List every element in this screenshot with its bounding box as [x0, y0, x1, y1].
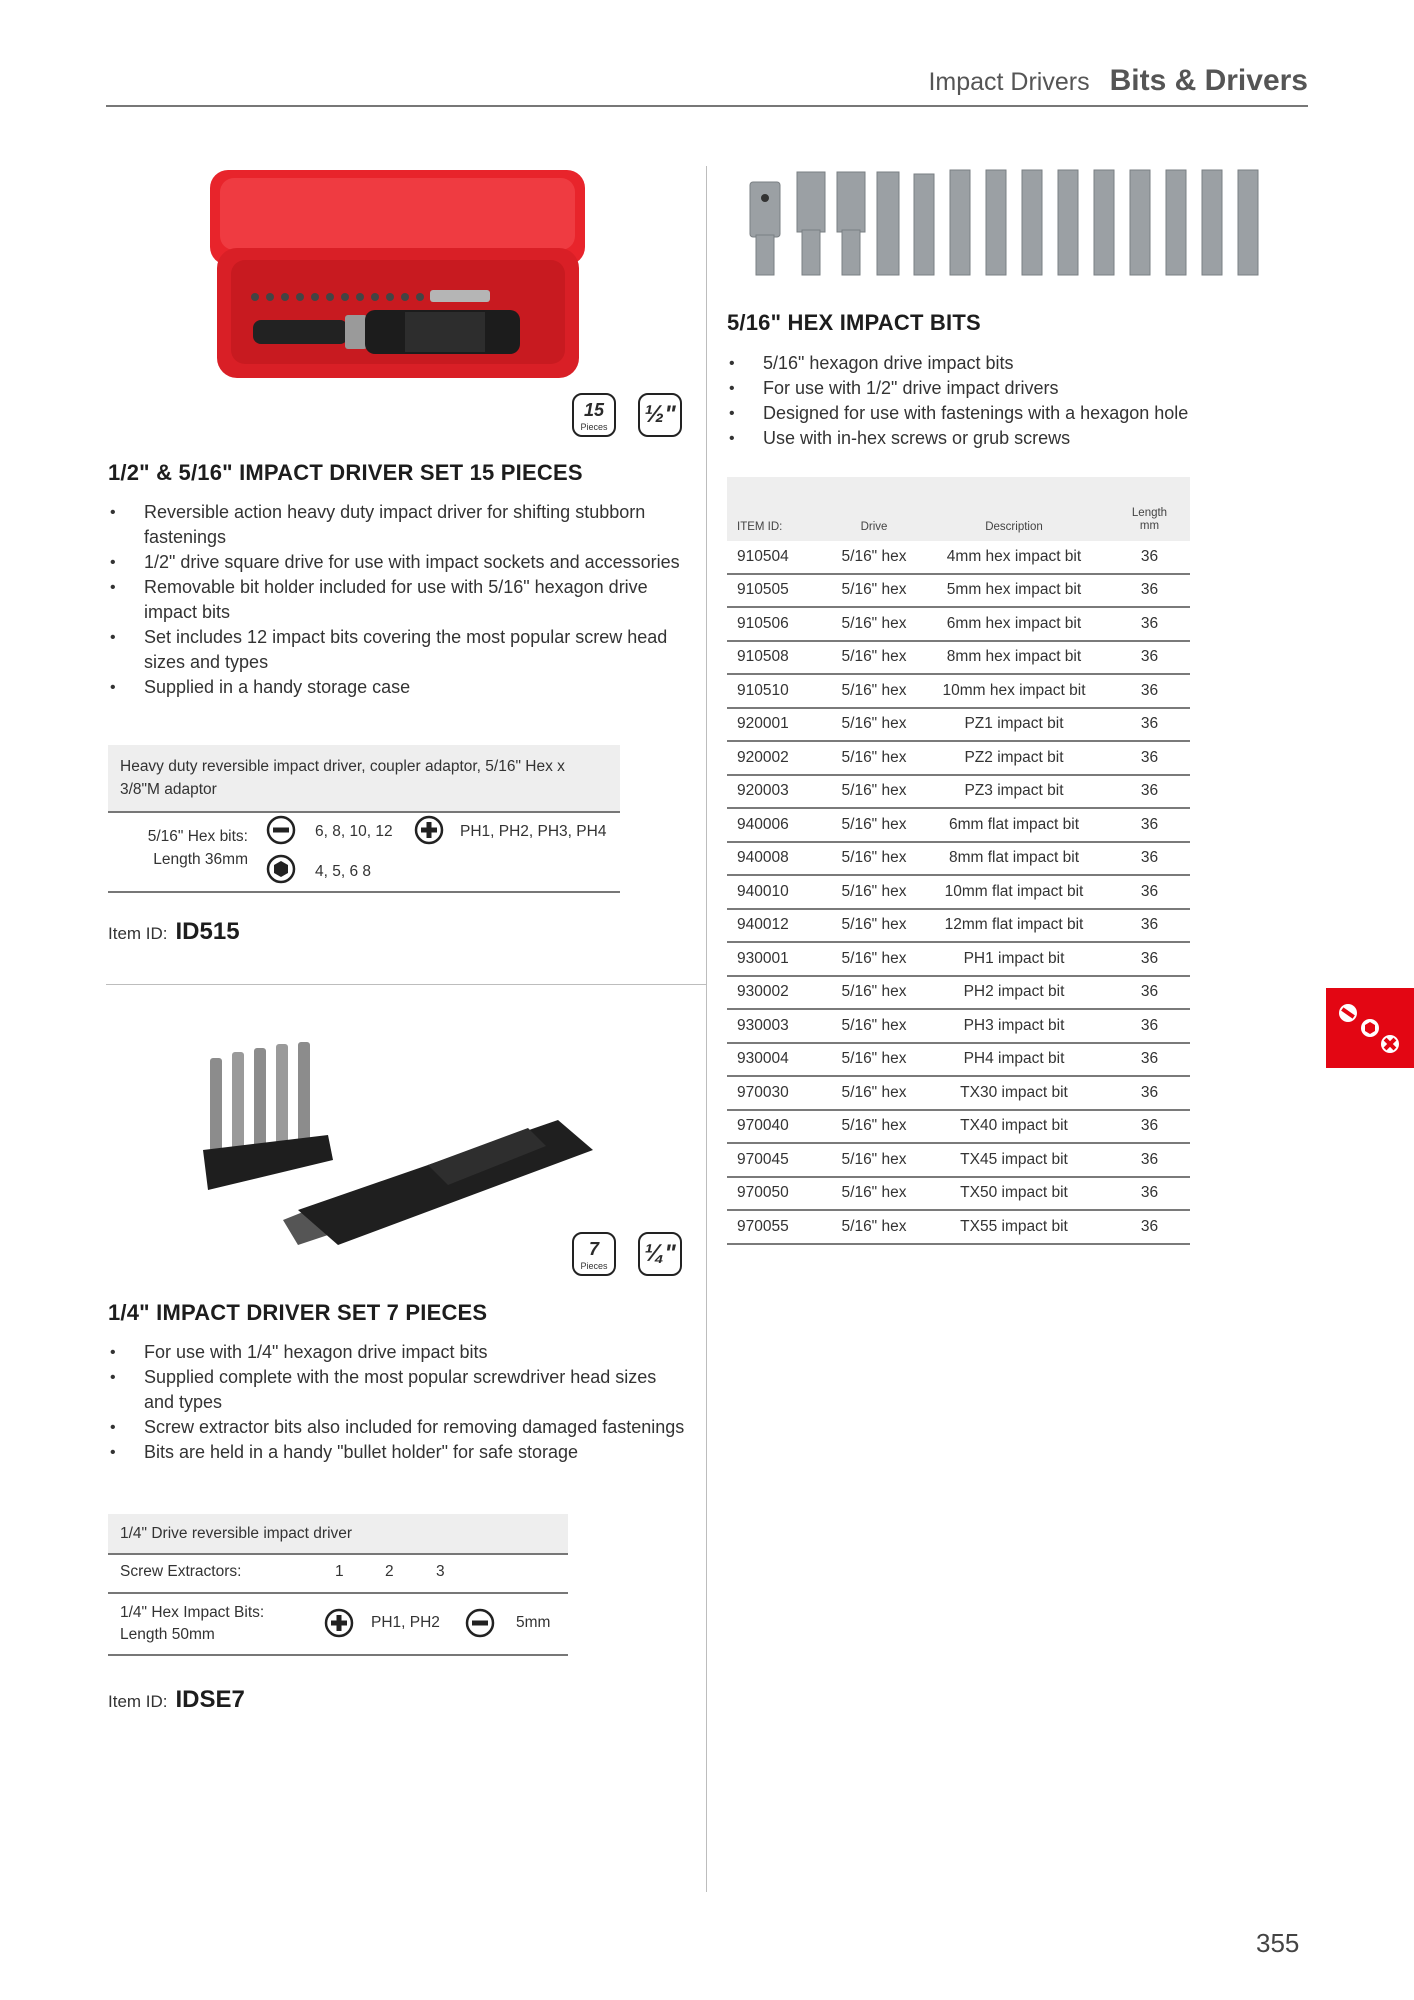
- cell-description: PH1 impact bit: [919, 942, 1109, 976]
- cell-drive: 5/16" hex: [829, 541, 919, 574]
- cell-description: TX40 impact bit: [919, 1110, 1109, 1144]
- cell-drive: 5/16" hex: [829, 775, 919, 809]
- phillips-head-icon: [414, 815, 444, 845]
- cell-item-id: 970030: [727, 1076, 829, 1110]
- cell-description: PZ1 impact bit: [919, 708, 1109, 742]
- table-row: [727, 1076, 1190, 1110]
- product-title: 1/2" & 5/16" IMPACT DRIVER SET 15 PIECES: [108, 460, 583, 485]
- list-item: • Use with in-hex screws or grub screws: [727, 426, 1307, 451]
- cell-drive: 5/16" hex: [829, 1210, 919, 1244]
- bits-length: Length 50mm: [120, 1626, 215, 1643]
- table-row: [727, 1143, 1190, 1177]
- table-row: [727, 641, 1190, 675]
- list-item: • Removable bit holder included for use with 5/16" hexagon drive impact bits: [108, 575, 688, 625]
- feature-list: [108, 500, 688, 700]
- cell-description: PH3 impact bit: [919, 1009, 1109, 1043]
- item-id-value: IDSE7: [175, 1686, 245, 1713]
- feature-list: [727, 351, 1307, 451]
- phillips-sizes: PH1, PH2: [371, 1614, 440, 1631]
- cell-length: 36: [1109, 1143, 1190, 1177]
- cell-description: TX50 impact bit: [919, 1177, 1109, 1211]
- cell-drive: 5/16" hex: [829, 909, 919, 943]
- hex-sizes: 4, 5, 6 8: [315, 863, 372, 880]
- hex-bits-table: [727, 477, 1190, 1245]
- table-row: [727, 942, 1190, 976]
- flat-sizes: 6, 8, 10, 12: [315, 823, 393, 840]
- cell-description: PH2 impact bit: [919, 976, 1109, 1010]
- table-row: [727, 1110, 1190, 1144]
- hex-head-icon: [266, 854, 296, 884]
- page-header: [928, 64, 1308, 98]
- cell-drive: 5/16" hex: [829, 741, 919, 775]
- cell-length: 36: [1109, 674, 1190, 708]
- cell-item-id: 930001: [727, 942, 829, 976]
- list-item: • 5/16" hexagon drive impact bits: [727, 351, 1307, 376]
- cell-drive: 5/16" hex: [829, 808, 919, 842]
- phillips-sizes: PH1, PH2, PH3, PH4: [460, 823, 607, 840]
- extractor-size: 1: [335, 1563, 344, 1580]
- cell-drive: 5/16" hex: [829, 1043, 919, 1077]
- product-title: 5/16" HEX IMPACT BITS: [727, 310, 981, 335]
- feature-list: [108, 1340, 688, 1465]
- cell-item-id: 930003: [727, 1009, 829, 1043]
- header-rule: [106, 105, 1308, 107]
- spec-header: 1/4" Drive reversible impact driver: [108, 1514, 568, 1555]
- list-item: • Set includes 12 impact bits covering the most popular screw head sizes and types: [108, 625, 688, 675]
- col-length: Length mm: [1109, 477, 1190, 541]
- cell-drive: 5/16" hex: [829, 1009, 919, 1043]
- cell-length: 36: [1109, 607, 1190, 641]
- header-title: Bits & Drivers: [1109, 64, 1308, 97]
- cell-item-id: 970045: [727, 1143, 829, 1177]
- cell-description: TX55 impact bit: [919, 1210, 1109, 1244]
- cell-item-id: 970050: [727, 1177, 829, 1211]
- column-divider: [706, 166, 707, 1892]
- cell-item-id: 910506: [727, 607, 829, 641]
- piece-count-badge: 7 Pieces: [572, 1232, 616, 1276]
- cell-drive: 5/16" hex: [829, 1177, 919, 1211]
- impact-driver-set-case-image: [205, 160, 590, 385]
- cell-item-id: 910510: [727, 674, 829, 708]
- cell-drive: 5/16" hex: [829, 976, 919, 1010]
- cell-description: 10mm flat impact bit: [919, 875, 1109, 909]
- table-row: [727, 574, 1190, 608]
- cell-item-id: 940008: [727, 842, 829, 876]
- bits-label: 5/16" Hex bits:: [147, 828, 248, 845]
- cell-drive: 5/16" hex: [829, 641, 919, 675]
- cell-length: 36: [1109, 1177, 1190, 1211]
- slotted-head-icon: [266, 815, 296, 845]
- cell-length: 36: [1109, 976, 1190, 1010]
- spec-table: [108, 745, 620, 893]
- cell-drive: 5/16" hex: [829, 1143, 919, 1177]
- cell-drive: 5/16" hex: [829, 1110, 919, 1144]
- spec-row: [108, 1555, 568, 1594]
- cell-length: 36: [1109, 741, 1190, 775]
- cell-length: 36: [1109, 1076, 1190, 1110]
- hex-impact-bits-image: [742, 160, 1297, 285]
- table-row: [727, 875, 1190, 909]
- cell-length: 36: [1109, 708, 1190, 742]
- bit-types-icon: [1326, 988, 1414, 1068]
- table-row: [727, 909, 1190, 943]
- cell-length: 36: [1109, 942, 1190, 976]
- cell-drive: 5/16" hex: [829, 1076, 919, 1110]
- cell-description: 6mm flat impact bit: [919, 808, 1109, 842]
- cell-description: PZ2 impact bit: [919, 741, 1109, 775]
- hex-bits-table-body: [727, 541, 1190, 1244]
- cell-description: 5mm hex impact bit: [919, 574, 1109, 608]
- cell-drive: 5/16" hex: [829, 842, 919, 876]
- cell-item-id: 920003: [727, 775, 829, 809]
- extractor-size: 2: [385, 1563, 394, 1580]
- cell-length: 36: [1109, 1043, 1190, 1077]
- cell-drive: 5/16" hex: [829, 674, 919, 708]
- cell-length: 36: [1109, 1210, 1190, 1244]
- cell-description: 4mm hex impact bit: [919, 541, 1109, 574]
- cell-drive: 5/16" hex: [829, 574, 919, 608]
- cell-item-id: 930004: [727, 1043, 829, 1077]
- section-divider: [106, 984, 706, 985]
- product-title: 1/4" IMPACT DRIVER SET 7 PIECES: [108, 1300, 488, 1325]
- list-item: • Screw extractor bits also included for removing damaged fastenings: [108, 1415, 688, 1440]
- col-description: Description: [919, 477, 1109, 541]
- table-header-row: [727, 477, 1190, 541]
- header-section: Impact Drivers: [928, 68, 1090, 96]
- table-row: [727, 842, 1190, 876]
- cell-item-id: 910504: [727, 541, 829, 574]
- cell-description: TX45 impact bit: [919, 1143, 1109, 1177]
- cell-drive: 5/16" hex: [829, 875, 919, 909]
- cell-item-id: 940010: [727, 875, 829, 909]
- cell-description: PZ3 impact bit: [919, 775, 1109, 809]
- table-row: [727, 674, 1190, 708]
- cell-length: 36: [1109, 909, 1190, 943]
- table-row: [727, 607, 1190, 641]
- cell-length: 36: [1109, 641, 1190, 675]
- quarter-inch-driver-set-image: [198, 1040, 598, 1250]
- cell-item-id: 910505: [727, 574, 829, 608]
- cell-description: 8mm flat impact bit: [919, 842, 1109, 876]
- cell-description: 6mm hex impact bit: [919, 607, 1109, 641]
- table-row: [727, 1177, 1190, 1211]
- table-row: [727, 741, 1190, 775]
- extractor-size: 3: [436, 1563, 445, 1580]
- cell-length: 36: [1109, 574, 1190, 608]
- cell-item-id: 920002: [727, 741, 829, 775]
- cell-drive: 5/16" hex: [829, 708, 919, 742]
- spec-row: [108, 1594, 568, 1656]
- item-id: Item ID: IDSE7: [108, 1686, 245, 1713]
- col-drive: Drive: [829, 477, 919, 541]
- list-item: • Bits are held in a handy "bullet holder" for safe storage: [108, 1440, 688, 1465]
- cell-description: 10mm hex impact bit: [919, 674, 1109, 708]
- list-item: • Designed for use with fastenings with a hexagon hole: [727, 401, 1307, 426]
- list-item: • Supplied complete with the most popular screwdriver head sizes and types: [108, 1365, 688, 1415]
- list-item: • For use with 1/2" drive impact drivers: [727, 376, 1307, 401]
- piece-count-badge: 15 Pieces: [572, 393, 616, 437]
- list-item: • Supplied in a handy storage case: [108, 675, 688, 700]
- cell-length: 36: [1109, 1110, 1190, 1144]
- cell-description: PH4 impact bit: [919, 1043, 1109, 1077]
- table-row: [727, 1009, 1190, 1043]
- cell-length: 36: [1109, 842, 1190, 876]
- cell-item-id: 970040: [727, 1110, 829, 1144]
- item-id-value: ID515: [175, 918, 240, 945]
- cell-item-id: 910508: [727, 641, 829, 675]
- cell-length: 36: [1109, 875, 1190, 909]
- drive-size-badge: ½": [638, 393, 682, 437]
- table-row: [727, 1043, 1190, 1077]
- item-id: Item ID: ID515: [108, 918, 240, 945]
- cell-length: 36: [1109, 775, 1190, 809]
- cell-length: 36: [1109, 1009, 1190, 1043]
- cell-drive: 5/16" hex: [829, 942, 919, 976]
- cell-item-id: 940012: [727, 909, 829, 943]
- cell-description: 8mm hex impact bit: [919, 641, 1109, 675]
- cell-item-id: 930002: [727, 976, 829, 1010]
- table-row: [727, 808, 1190, 842]
- table-row: [727, 976, 1190, 1010]
- phillips-head-icon: [324, 1608, 354, 1638]
- cell-item-id: 920001: [727, 708, 829, 742]
- spec-table: [108, 1514, 568, 1656]
- extractors-label: Screw Extractors:: [120, 1563, 242, 1580]
- spec-row: [108, 813, 620, 893]
- table-row: [727, 1210, 1190, 1244]
- cell-description: 12mm flat impact bit: [919, 909, 1109, 943]
- col-item-id: ITEM ID:: [727, 477, 829, 541]
- cell-length: 36: [1109, 541, 1190, 574]
- cell-drive: 5/16" hex: [829, 607, 919, 641]
- section-tab-marker: [1326, 988, 1414, 1068]
- table-row: [727, 708, 1190, 742]
- list-item: • For use with 1/4" hexagon drive impact bits: [108, 1340, 688, 1365]
- cell-description: TX30 impact bit: [919, 1076, 1109, 1110]
- page-number: 355: [1256, 1928, 1300, 1958]
- bits-label: 1/4" Hex Impact Bits:: [120, 1604, 265, 1621]
- cell-item-id: 970055: [727, 1210, 829, 1244]
- table-row: [727, 541, 1190, 574]
- slotted-head-icon: [465, 1608, 495, 1638]
- drive-size-badge: ¼": [638, 1232, 682, 1276]
- bits-length: Length 36mm: [153, 851, 248, 868]
- list-item: • 1/2" drive square drive for use with impact sockets and accessories: [108, 550, 688, 575]
- cell-length: 36: [1109, 808, 1190, 842]
- cell-item-id: 940006: [727, 808, 829, 842]
- table-row: [727, 775, 1190, 809]
- spec-header: Heavy duty reversible impact driver, coupler adaptor, 5/16" Hex x 3/8"M adaptor: [108, 745, 620, 813]
- list-item: • Reversible action heavy duty impact driver for shifting stubborn fastenings: [108, 500, 688, 550]
- flat-sizes: 5mm: [516, 1614, 551, 1631]
